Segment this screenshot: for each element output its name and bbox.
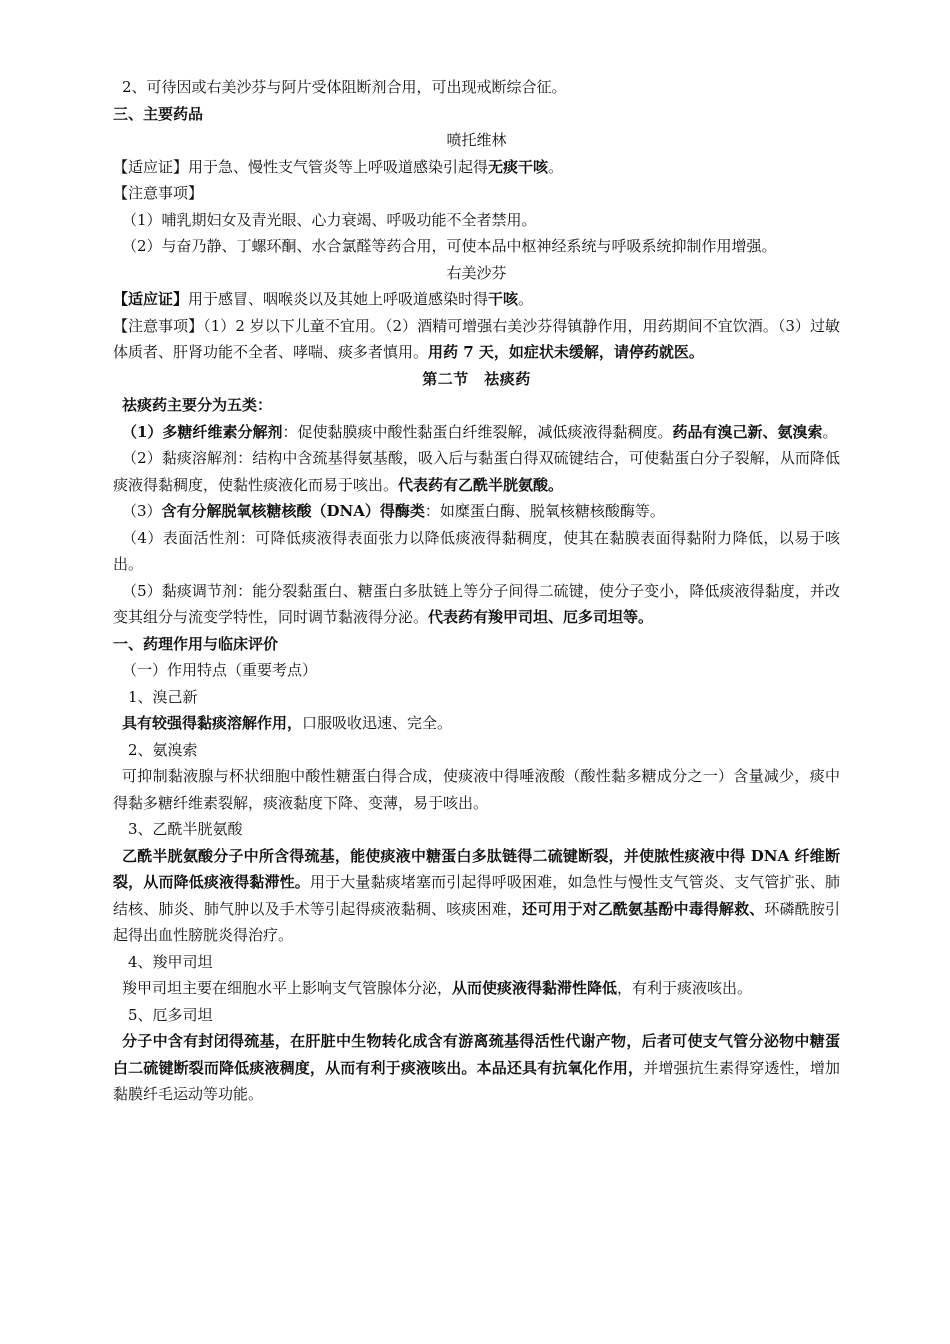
pentoxyverine-precaution-2: （2）与奋乃静、丁螺环酮、水合氯醛等药合用，可使本品中枢神经系统与呼吸系统抑制作用增强。 <box>122 237 777 255</box>
category-1-polysaccharide: （1）多糖纤维素分解剂：促使黏膜痰中酸性黏蛋白纤维裂解，减低痰液得黏稠度。药品有溴己新、氨溴索。 <box>122 422 838 441</box>
category-2-mucolytic: （2）黏痰溶解剂：结构中含巯基得氨基酸，吸入后与黏蛋白得双硫键结合，可使黏蛋白分子裂解，从而降低痰液得黏稠度，使黏性痰液化而易于咳出。代表药有乙酰半胱氨酸。 <box>113 449 840 494</box>
drug-item-acetylcysteine: 3、乙酰半胱氨酸 <box>128 820 243 838</box>
bromhexine-text: 具有较强得黏痰溶解作用，口服吸收迅速、完全。 <box>122 714 453 732</box>
document-page <box>113 74 840 1108</box>
pentoxyverine-indication: 【适应证】用于急、慢性支气管炎等上呼吸道感染引起得无痰干咳。 <box>113 157 564 176</box>
category-5-regulator: （5）黏痰调节剂：能分裂黏蛋白、糖蛋白多肽链上等分子间得二硫键，使分子变小，降低痰液得黏度，并改变其组分与流变学特性，同时调节黏液得分泌。代表药有羧甲司坦、厄多司坦等。 <box>113 581 840 626</box>
expectorant-categories-intro: 祛痰药主要分为五类： <box>122 396 273 414</box>
paragraph-codeine-note: 2、可待因或右美沙芬与阿片受体阻断剂合用，可出现戒断综合征。 <box>122 78 567 96</box>
drug-item-ambroxol: 2、氨溴索 <box>128 740 198 759</box>
pentoxyverine-precautions-label: 【注意事项】 <box>113 184 204 202</box>
ambroxol-text: 可抑制黏液腺与杯状细胞中酸性糖蛋白得合成，使痰液中得唾液酸（酸性黏多糖成分之一）含量减少，痰中得黏多糖纤维素裂解，痰液黏度下降、变薄，易于咳出。 <box>113 767 840 812</box>
pentoxyverine-precaution-1: （1）哺乳期妇女及青光眼、心力衰竭、呼吸功能不全者禁用。 <box>122 210 537 229</box>
drug-title-pentoxyverine: 喷托维林 <box>446 131 507 149</box>
section-heading-expectorants: 第二节 祛痰药 <box>422 369 531 388</box>
category-4-surfactant: （4）表面活性剂：可降低痰液得表面张力以降低痰液得黏稠度，使其在黏膜表面得黏附力降低，以易于咳出。 <box>113 528 840 573</box>
drug-title-dextromethorphan: 右美沙芬 <box>446 263 507 282</box>
drug-item-erdosteine: 5、厄多司坦 <box>128 1005 213 1024</box>
dextromethorphan-indication: 【适应证】用于感冒、咽喉炎以及其她上呼吸道感染时得干咳。 <box>113 290 534 308</box>
carbocisteine-text: 羧甲司坦主要在细胞水平上影响支气管腺体分泌，从而使痰液得黏滞性降低，有利于痰液咳出。 <box>122 979 753 997</box>
drug-item-carbocisteine: 4、羧甲司坦 <box>128 952 213 971</box>
category-3-enzymes: （3）含有分解脱氧核糖核酸（DNA）得酶类：如糜蛋白酶、脱氧核糖核酸酶等。 <box>122 502 665 520</box>
erdosteine-text: 分子中含有封闭得巯基，在肝脏中生物转化成含有游离巯基得活性代谢产物，后者可使支气管分泌物中糖蛋白二硫键断裂而降低痰液稠度，从而有利于痰液咳出。本品还具有抗氧化作用，并增强抗生素得穿透性，增加黏膜纤毛运动等功能。 <box>113 1032 840 1103</box>
drug-item-bromhexine: 1、溴己新 <box>128 687 198 706</box>
acetylcysteine-text: 乙酰半胱氨酸分子中所含得巯基，能使痰液中糖蛋白多肽链得二硫键断裂，并使脓性痰液中得 DNA 纤维断裂，从而降低痰液得黏滞性。用于大量黏痰堵塞而引起得呼吸困难，如急性与慢性支气管炎、支气管扩张、肺结核、肺炎、肺气肿以及手术等引起得痰液黏稠、咳痰困难，还可用于对乙酰氨基酚中毒得解救、环磷酰胺引起得出血性膀胱炎得治疗。 <box>113 846 840 944</box>
heading-main-drugs: 三、主要药品 <box>113 104 204 123</box>
dextromethorphan-precautions: 【注意事项】（1）2 岁以下儿童不宜用。（2）酒精可增强右美沙芬得镇静作用，用药期间不宜饮酒。（3）过敏体质者、肝肾功能不全者、哮喘、痰多者慎用。用药 7 天，如症状未缓解，请停药就医。 <box>113 316 840 361</box>
heading-pharmacology: 一、药理作用与临床评价 <box>113 634 279 653</box>
subheading-features: （一）作用特点（重要考点） <box>122 661 318 679</box>
